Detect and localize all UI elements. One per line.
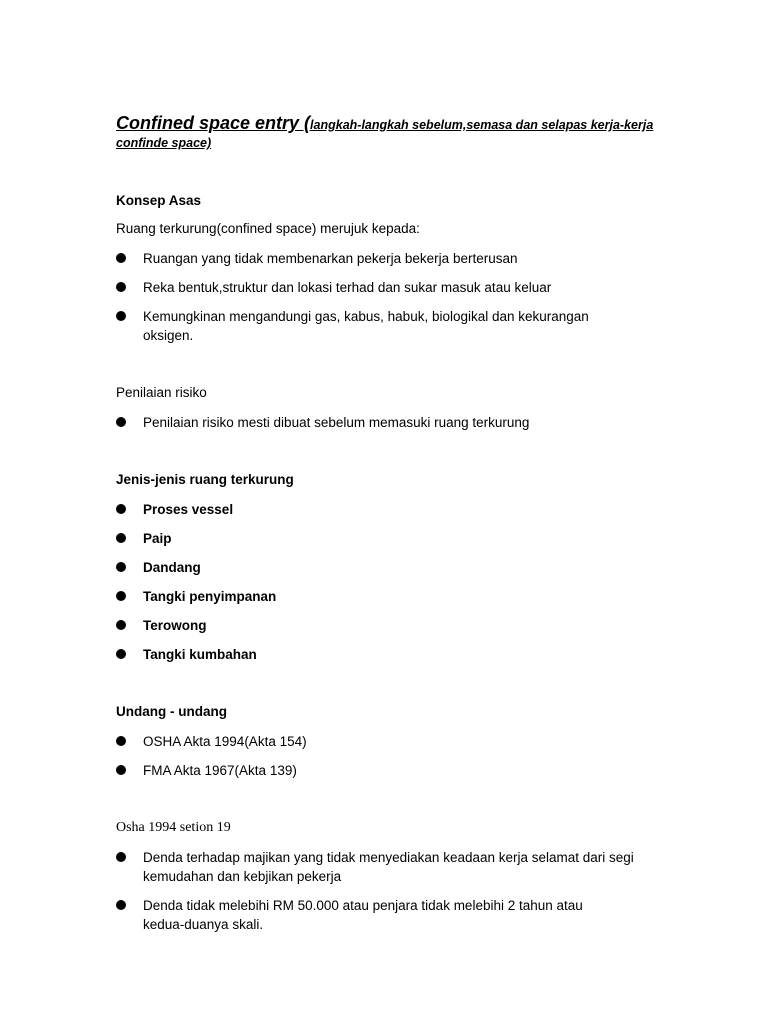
title-subtitle: langkah-langkah sebelum,semasa dan selapas kerja-kerja confinde space): [116, 118, 654, 151]
list-item: FMA Akta 1967(Akta 139): [116, 761, 676, 780]
list-item: Proses vessel: [116, 500, 676, 519]
list-item: Kemungkinan mengandungi gas, kabus, habuk, biologikal dan kekurangan oksigen.: [116, 307, 616, 345]
bullet-icon: [116, 562, 126, 572]
list-item: OSHA Akta 1994(Akta 154): [116, 732, 676, 751]
title-main: Confined space entry (: [116, 113, 311, 133]
list-item: Terowong: [116, 616, 676, 635]
bullet-icon: [116, 620, 126, 630]
bullet-icon: [116, 282, 126, 292]
section-heading-osha: Osha 1994 setion 19: [116, 820, 231, 835]
section-heading-konsep: Konsep Asas: [116, 193, 202, 208]
bullet-icon: [116, 591, 126, 601]
list-item: Denda tidak melebihi RM 50.000 atau penjara tidak melebihi 2 tahun atau kedua-duanya skali.: [116, 896, 616, 934]
list-item: Ruangan yang tidak membenarkan pekerja bekerja berterusan: [116, 249, 676, 268]
list-item: Penilaian risiko mesti dibuat sebelum memasuki ruang terkurung: [116, 413, 676, 432]
konsep-intro: Ruang terkurung(confined space) merujuk kepada:: [116, 221, 420, 236]
list-item: Tangki kumbahan: [116, 645, 676, 664]
list-item: Paip: [116, 529, 676, 548]
section-heading-penilaian: Penilaian risiko: [116, 385, 207, 400]
bullet-icon: [116, 736, 126, 746]
list-item: Tangki penyimpanan: [116, 587, 676, 606]
document-title: [116, 113, 676, 153]
bullet-icon: [116, 649, 126, 659]
section-heading-undang: Undang - undang: [116, 704, 227, 719]
list-item: Dandang: [116, 558, 676, 577]
bullet-icon: [116, 417, 126, 427]
section-heading-jenis: Jenis-jenis ruang terkurung: [116, 472, 294, 487]
list-item: Denda terhadap majikan yang tidak menyediakan keadaan kerja selamat dari segi kemudahan dan kebjikan pekerja: [116, 848, 636, 886]
bullet-icon: [116, 900, 126, 910]
list-item: Reka bentuk,struktur dan lokasi terhad dan sukar masuk atau keluar: [116, 278, 676, 297]
bullet-icon: [116, 765, 126, 775]
bullet-icon: [116, 852, 126, 862]
bullet-icon: [116, 504, 126, 514]
bullet-icon: [116, 533, 126, 543]
bullet-icon: [116, 253, 126, 263]
bullet-icon: [116, 311, 126, 321]
